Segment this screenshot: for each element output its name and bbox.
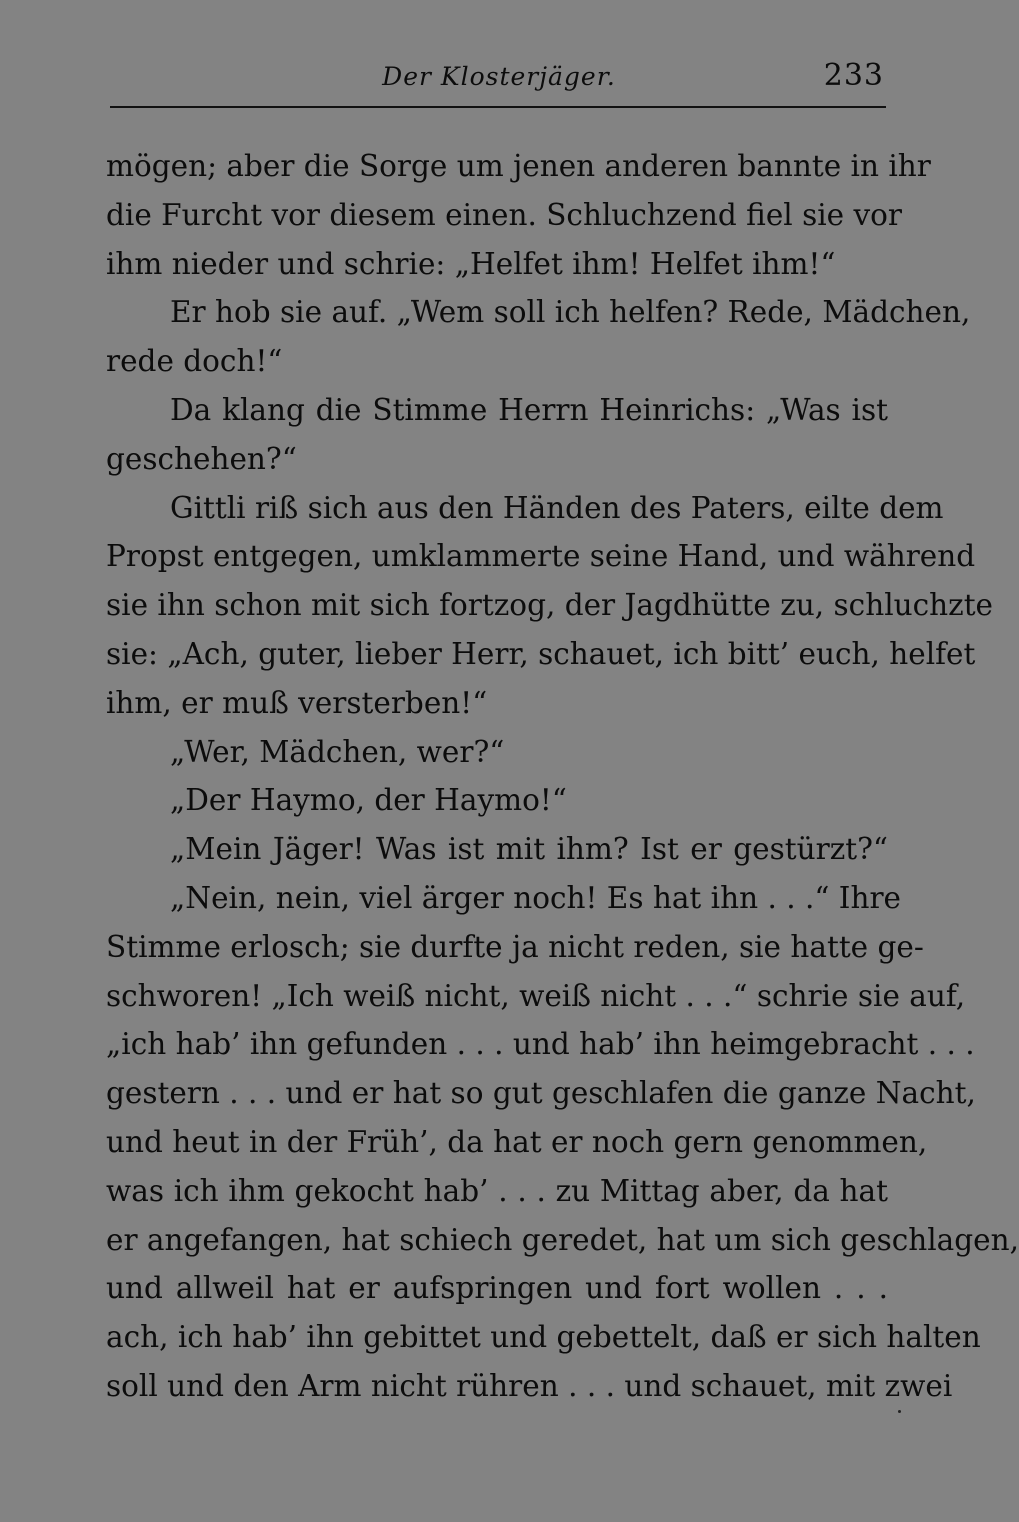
text-line: schworen! „Ich weiß nicht, weiß nicht . . .“ schrie sie auf, <box>106 978 966 1013</box>
text-line: Stimme erlosch; sie durfte ja nicht reden, sie hatte ge- <box>106 929 924 964</box>
text-line: mögen; aber die Sorge um jenen anderen bannte in ihr <box>106 149 931 183</box>
text-line: gestern . . . und er hat so gut geschlafen die ganze Nacht, <box>106 1076 976 1111</box>
text-line: „Mein Jäger! Was ist mit ihm? Ist er gestürzt?“ <box>170 832 888 867</box>
text-line: „Nein, nein, viel ärger noch! Es hat ihn . . .“ Ihre <box>170 880 902 915</box>
page-number: 233 <box>823 58 884 93</box>
text-line: und heut in der Früh’, da hat er noch gern genommen, <box>106 1124 928 1159</box>
text-line: „ich hab’ ihn gefunden . . . und hab’ ihn heimgebracht . . . <box>106 1027 975 1062</box>
text-line: er angefangen, hat schiech geredet, hat um sich geschlagen, <box>106 1222 1019 1257</box>
text-line: rede doch!“ <box>106 344 283 379</box>
text-line: sie: „Ach, guter, lieber Herr, schauet, ich bitt’ euch, helfet <box>106 636 976 671</box>
text-line: ihm, er muß versterben!“ <box>106 685 488 720</box>
text-line: soll und den Arm nicht rühren . . . und schauet, mit zwei <box>106 1368 953 1403</box>
text-line: Er hob sie auf. „Wem soll ich helfen? Rede, Mädchen, <box>170 295 971 330</box>
text-line: geschehen?“ <box>106 441 297 476</box>
running-title: Der Klosterjäger. <box>382 62 616 91</box>
print-speck <box>898 1410 901 1413</box>
text-line: und allweil hat er aufspringen und fort wollen . . . <box>106 1271 888 1306</box>
text-line: ach, ich hab’ ihn gebittet und gebettelt, daß er sich halten <box>106 1320 981 1355</box>
text-line: Propst entgegen, umklammerte seine Hand, und während <box>106 539 976 574</box>
text-line: „Der Haymo, der Haymo!“ <box>170 783 567 818</box>
text-line: sie ihn schon mit sich fortzog, der Jagdhütte zu, schluchzte <box>106 588 994 623</box>
running-head <box>110 56 888 96</box>
text-line: Gittli riß sich aus den Händen des Paters, eilte dem <box>170 490 944 525</box>
text-line: „Wer, Mädchen, wer?“ <box>170 734 505 769</box>
text-line: ihm nieder und schrie: „Helfet ihm! Helfet ihm!“ <box>106 246 836 281</box>
header-rule <box>110 106 886 108</box>
text-line: Da klang die Stimme Herrn Heinrichs: „Was ist <box>170 392 888 427</box>
text-line: was ich ihm gekocht hab’ . . . zu Mittag aber, da hat <box>106 1173 888 1208</box>
text-line: die Furcht vor diesem einen. Schluchzend fiel sie vor <box>106 197 903 232</box>
body-text <box>106 142 1019 1411</box>
